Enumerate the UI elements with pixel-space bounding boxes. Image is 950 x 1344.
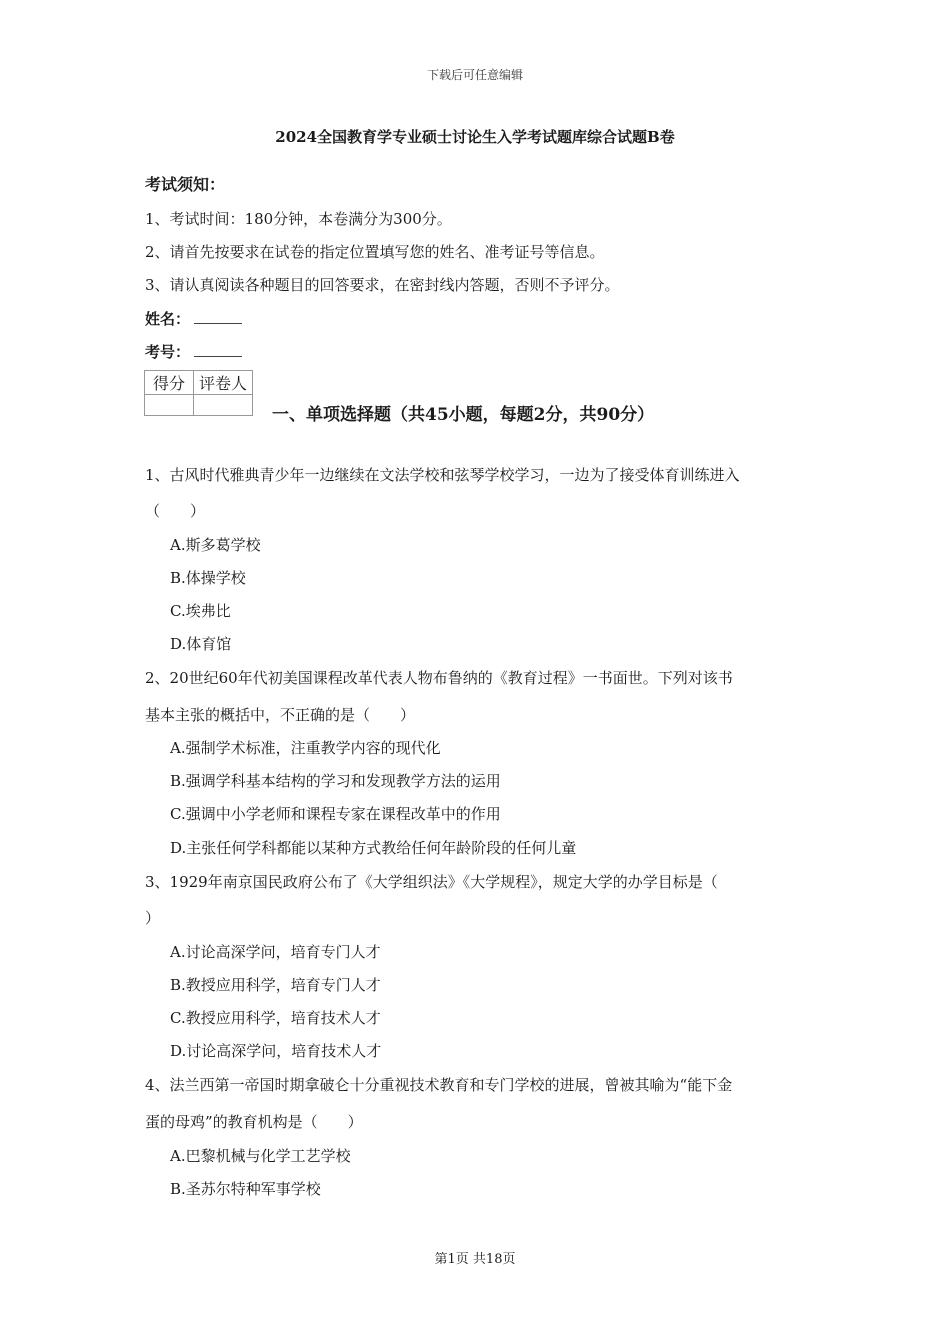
question-3-option-b[interactable]: B.教授应用科学，培育专门人才	[170, 976, 381, 994]
question-3-text: 3、1929年南京国民政府公布了《大学组织法》《大学规程》，规定大学的办学目标是（	[145, 873, 718, 891]
question-4-text-cont: 蛋的母鸡”的教育机构是（ ）	[145, 1113, 363, 1131]
question-2-text: 2、20世纪60年代初美国课程改革代表人物布鲁纳的《教育过程》一书面世。下列对该书	[145, 669, 733, 687]
name-blank[interactable]	[194, 309, 242, 324]
id-blank[interactable]	[194, 342, 242, 357]
notice-item-3: 3、请认真阅读各种题目的回答要求，在密封线内答题，否则不予评分。	[145, 276, 620, 294]
question-3-option-c[interactable]: C.教授应用科学，培育技术人才	[170, 1009, 381, 1027]
question-4-text: 4、法兰西第一帝国时期拿破仑十分重视技术教育和专门学校的进展，曾被其喻为“能下金	[145, 1076, 733, 1094]
section-title: 一、单项选择题（共45小题，每题2分，共90分）	[272, 405, 655, 425]
name-label: 姓名：	[145, 310, 191, 328]
question-1-option-a[interactable]: A.斯多葛学校	[170, 536, 261, 554]
question-1-text-cont: （ ）	[145, 502, 206, 520]
name-field	[145, 308, 242, 329]
page-footer: 第1页 共18页	[434, 1252, 516, 1267]
notice-item-2: 2、请首先按要求在试卷的指定位置填写您的姓名、准考证号等信息。	[145, 243, 605, 261]
id-label: 考号：	[145, 343, 191, 361]
question-1-option-c[interactable]: C.埃弗比	[170, 602, 231, 620]
question-2-option-c[interactable]: C.强调中小学老师和课程专家在课程改革中的作用	[170, 805, 501, 823]
question-2-text-cont: 基本主张的概括中，不正确的是（ ）	[145, 706, 416, 724]
question-1-option-d[interactable]: D.体育馆	[170, 635, 232, 653]
question-2-option-a[interactable]: A.强制学术标准，注重教学内容的现代化	[170, 739, 441, 757]
notice-heading: 考试须知：	[145, 175, 226, 194]
score-header: 得分	[145, 371, 194, 395]
id-field	[145, 341, 242, 362]
notice-item-1: 1、考试时间：180分钟，本卷满分为300分。	[145, 210, 452, 228]
question-3-option-a[interactable]: A.讨论高深学问，培育专门人才	[170, 943, 381, 961]
question-2-option-d[interactable]: D.主张任何学科都能以某种方式教给任何年龄阶段的任何儿童	[170, 839, 577, 857]
exam-title: 2024全国教育学专业硕士讨论生入学考试题库综合试题B卷	[275, 128, 675, 146]
page-header: 下载后可任意编辑	[426, 68, 523, 82]
grader-header: 评卷人	[194, 371, 253, 395]
question-3-option-d[interactable]: D.讨论高深学问，培育技术人才	[170, 1042, 382, 1060]
question-3-text-cont: ）	[145, 909, 161, 927]
grader-cell[interactable]	[194, 395, 253, 416]
question-4-option-a[interactable]: A.巴黎机械与化学工艺学校	[170, 1147, 351, 1165]
score-cell[interactable]	[145, 395, 194, 416]
score-table	[144, 370, 253, 416]
question-1-option-b[interactable]: B.体操学校	[170, 569, 246, 587]
question-2-option-b[interactable]: B.强调学科基本结构的学习和发现教学方法的运用	[170, 772, 501, 790]
question-4-option-b[interactable]: B.圣苏尔特种军事学校	[170, 1180, 321, 1198]
question-1-text: 1、古风时代雅典青少年一边继续在文法学校和弦琴学校学习，一边为了接受体育训练进入	[145, 466, 740, 484]
